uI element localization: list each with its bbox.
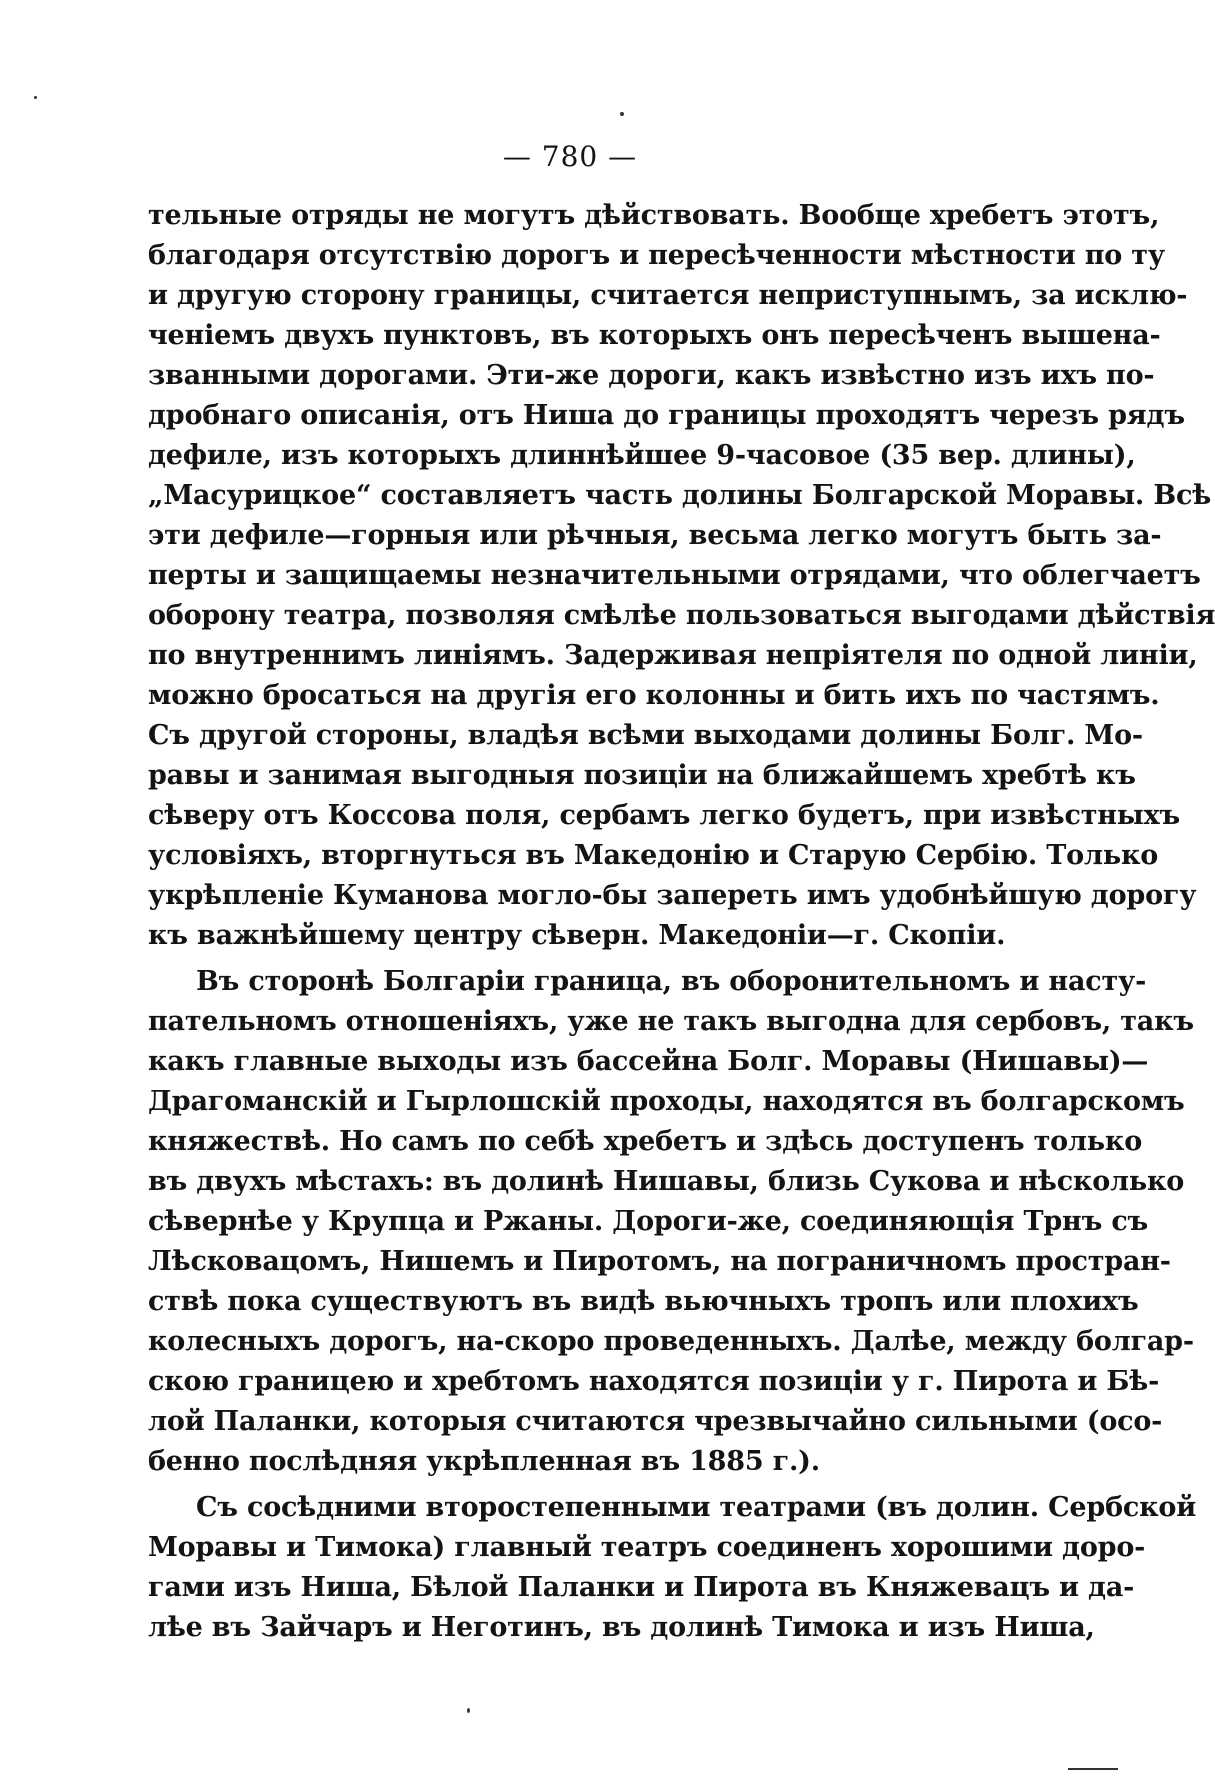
text-line: сѣвернѣе у Крупца и Ржаны. Дороги-же, соединяющія Трнъ съ [148,1206,1149,1237]
scan-speck [1068,1768,1118,1770]
text-line: сѣверу отъ Коссова поля, сербамъ легко будетъ, при извѣстныхъ [148,800,1181,831]
text-line: гами изъ Ниша, Бѣлой Паланки и Пирота въ Княжевацъ и да- [148,1572,1135,1603]
text-line: по внутреннимъ линіямъ. Задерживая непріятеля по одной линіи, [148,640,1198,671]
text-line: дробнаго описанія, отъ Ниша до границы проходятъ черезъ рядъ [148,400,1185,431]
text-line: къ важнѣйшему центру сѣверн. Македоніи—г. Скопіи. [148,920,1006,951]
text-line: ствѣ пока существуютъ въ видѣ вьючныхъ тропъ или плохихъ [148,1286,1139,1317]
text-line: какъ главные выходы изъ бассейна Болг. Моравы (Нишавы)— [148,1046,1149,1077]
text-line: въ двухъ мѣстахъ: въ долинѣ Нишавы, близь Сукова и нѣсколько [148,1166,1185,1197]
text-line: званными дорогами. Эти-же дороги, какъ извѣстно изъ ихъ по- [148,360,1155,391]
text-line: равы и занимая выгодныя позиціи на ближайшемъ хребтѣ къ [148,760,1136,791]
paragraph [148,196,1215,956]
text-line: ченіемъ двухъ пунктовъ, въ которыхъ онъ пересѣченъ вышена- [148,320,1161,351]
text-line: Драгоманскій и Гырлошскій проходы, находятся въ болгарскомъ [148,1086,1185,1117]
text-line: эти дефиле—горныя или рѣчныя, весьма легко могутъ быть за- [148,520,1162,551]
text-line: дефиле, изъ которыхъ длиннѣйшее 9-часовое (35 вер. длины), [148,440,1136,471]
text-line: благодаря отсутствію дорогъ и пересѣченности мѣстности по ту [148,240,1165,271]
text-line: скою границею и хребтомъ находятся позиціи у г. Пирота и Бѣ- [148,1366,1160,1397]
text-line: пательномъ отношеніяхъ, уже не такъ выгодна для сербовъ, такъ [148,1006,1194,1037]
scan-speck [620,112,624,116]
text-line: перты и защищаемы незначительными отрядами, что облегчаетъ [148,560,1201,591]
text-line: бенно послѣдняя укрѣпленная въ 1885 г.). [148,1446,820,1477]
text-line: Лѣсковацомъ, Нишемъ и Пиротомъ, на пограничномъ простран- [148,1246,1171,1277]
text-line: колесныхъ дорогъ, на-скоро проведенныхъ. Далѣе, между болгар- [148,1326,1194,1357]
text-line: Съ другой стороны, владѣя всѣми выходами долины Болг. Мо- [148,720,1143,751]
text-line: „Масурицкое“ составляетъ часть долины Болгарской Моравы. Всѣ [148,480,1211,511]
text-line: лѣе въ Зайчаръ и Неготинъ, въ долинѣ Тимока и изъ Ниша, [148,1612,1095,1643]
paragraph [148,962,1194,1482]
scan-speck [34,96,37,99]
text-line: Въ сторонѣ Болгаріи граница, въ оборонительномъ и насту- [196,966,1147,997]
text-line: княжествѣ. Но самъ по себѣ хребетъ и здѣсь доступенъ только [148,1126,1143,1157]
text-line: тельные отряды не могутъ дѣйствовать. Вообще хребетъ этотъ, [148,200,1160,231]
text-line: условіяхъ, вторгнуться въ Македонію и Старую Сербію. Только [148,840,1159,871]
text-line: лой Паланки, которыя считаются чрезвычайно сильными (осо- [148,1406,1163,1437]
text-line: оборону театра, позволяя смѣлѣе пользоваться выгодами дѣйствія [148,600,1215,631]
scan-speck [467,1708,470,1713]
text-line: и другую сторону границы, считается неприступнымъ, за исклю- [148,280,1188,311]
paragraph [148,1488,1197,1648]
text-line: можно бросаться на другія его колонны и бить ихъ по частямъ. [148,680,1160,711]
text-line: Моравы и Тимока) главный театръ соединенъ хорошими доро- [148,1532,1146,1563]
text-line: укрѣпленіе Куманова могло-бы запереть имъ удобнѣйшую дорогу [148,880,1197,911]
text-line: Съ сосѣдними второстепенными театрами (въ долин. Сербской [196,1492,1197,1523]
page-number: — 780 — [502,140,638,173]
body-text [148,196,1215,1648]
